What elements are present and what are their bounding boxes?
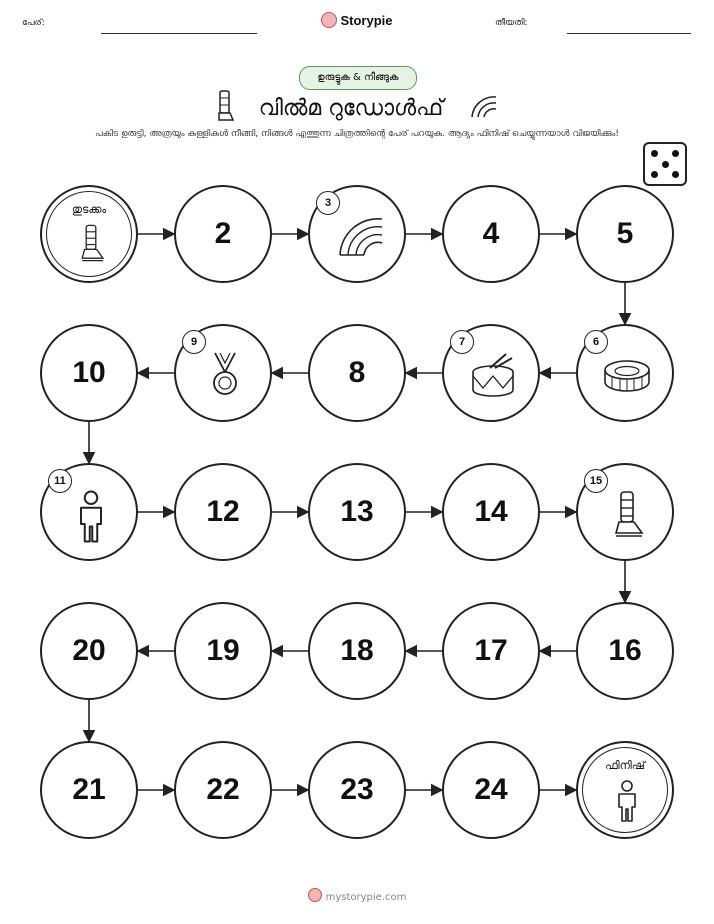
track-icon bbox=[334, 211, 384, 261]
board-space-13[interactable] bbox=[308, 463, 406, 561]
space-number: 6 bbox=[584, 330, 608, 354]
board-space-5[interactable] bbox=[576, 185, 674, 283]
page-title: വിൽമ റുഡോൾഫ് bbox=[258, 96, 444, 121]
board-space-21[interactable] bbox=[40, 741, 138, 839]
space-number: 16 bbox=[608, 634, 642, 667]
brand-name: Storypie bbox=[340, 13, 393, 28]
space-number: 3 bbox=[316, 191, 340, 215]
start-label: തുടക്കം bbox=[71, 203, 107, 216]
board-space-7[interactable] bbox=[442, 324, 540, 422]
space-number: 8 bbox=[348, 356, 366, 389]
space-number: 20 bbox=[72, 634, 106, 667]
space-number: 19 bbox=[206, 634, 240, 667]
board-space-3[interactable] bbox=[308, 185, 406, 283]
person-icon bbox=[607, 779, 647, 823]
board-space-18[interactable] bbox=[308, 602, 406, 700]
space-number: 18 bbox=[340, 634, 374, 667]
board-space-16[interactable] bbox=[576, 602, 674, 700]
space-number: 15 bbox=[584, 469, 608, 493]
medal-icon bbox=[200, 350, 250, 400]
space-number: 14 bbox=[474, 495, 508, 528]
board-space-2[interactable] bbox=[174, 185, 272, 283]
finish-label: ഫിനിഷ് bbox=[605, 759, 645, 772]
space-number: 13 bbox=[340, 495, 374, 528]
board-space-11[interactable] bbox=[40, 463, 138, 561]
space-number: 12 bbox=[206, 495, 240, 528]
name-label: പേര്: bbox=[22, 18, 45, 28]
storypie-logo-icon bbox=[308, 888, 322, 902]
board-space-12[interactable] bbox=[174, 463, 272, 561]
space-number: 2 bbox=[214, 217, 232, 250]
start-space[interactable] bbox=[40, 185, 138, 283]
space-number: 10 bbox=[72, 356, 106, 389]
finish-space[interactable] bbox=[576, 741, 674, 839]
board-space-9[interactable] bbox=[174, 324, 272, 422]
board-space-23[interactable] bbox=[308, 741, 406, 839]
board-space-17[interactable] bbox=[442, 602, 540, 700]
board-space-6[interactable] bbox=[576, 324, 674, 422]
instructions: പകിട ഉരുട്ടി, അത്രയും കള്ളികൾ നീങ്ങി, നിങ്ങൾ എത്തുന്ന ചിത്രത്തിന്റെ പേര് പറയുക. ആദ്യം ഫിനിഷ് ചെയ്യുന്നയാൾ വിജയിക്കും! bbox=[95, 129, 619, 139]
footer bbox=[0, 888, 714, 903]
stadium-icon bbox=[602, 350, 652, 400]
space-number: 4 bbox=[482, 217, 500, 250]
space-number: 21 bbox=[72, 773, 106, 806]
footer-url[interactable]: mystorypie.com bbox=[325, 892, 407, 903]
space-number: 11 bbox=[48, 469, 72, 493]
space-number: 5 bbox=[616, 217, 634, 250]
space-number: 23 bbox=[340, 773, 374, 806]
board-space-14[interactable] bbox=[442, 463, 540, 561]
board-space-24[interactable] bbox=[442, 741, 540, 839]
leg-brace-icon bbox=[71, 223, 111, 267]
space-number: 24 bbox=[474, 773, 508, 806]
board-space-4[interactable] bbox=[442, 185, 540, 283]
board-space-19[interactable] bbox=[174, 602, 272, 700]
activity-badge: ഉരുട്ടുക & നീങ്ങുക bbox=[299, 66, 417, 90]
date-label: തീയതി: bbox=[495, 18, 528, 28]
board-space-8[interactable] bbox=[308, 324, 406, 422]
board-space-20[interactable] bbox=[40, 602, 138, 700]
space-number: 7 bbox=[450, 330, 474, 354]
board-space-22[interactable] bbox=[174, 741, 272, 839]
person-icon bbox=[66, 489, 116, 539]
space-number: 17 bbox=[474, 634, 508, 667]
space-number: 22 bbox=[206, 773, 240, 806]
board-space-15[interactable] bbox=[576, 463, 674, 561]
board-space-10[interactable] bbox=[40, 324, 138, 422]
space-number: 9 bbox=[182, 330, 206, 354]
drum-icon bbox=[468, 350, 518, 400]
leg-brace-icon bbox=[602, 489, 652, 539]
